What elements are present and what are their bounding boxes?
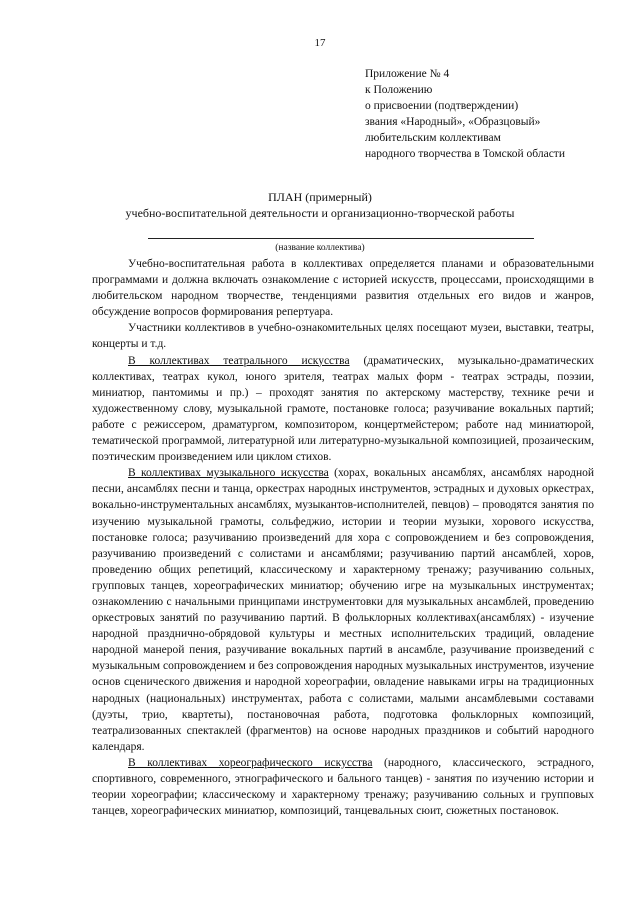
paragraph-dance-text: (народного, классического, эстрадного, спортивного, современного, этнографического и бального танцев) - занятия по изучению истории и теории хореографии; классическому и характерному тренажу; разучиванию сольных и групповых танцев, хореографических миниатюр, композиций, танцевальных сюит, сюжетных постановок. <box>92 756 594 818</box>
appendix-line: о присвоении (подтверждении) <box>365 100 519 112</box>
paragraph-visits: Участники коллективов в учебно-ознакомительных целях посещают музеи, выставки, театры, концерты и т.д. <box>92 322 594 351</box>
paragraph-theatre-heading: В коллективах театрального искусства <box>128 354 350 367</box>
paragraph-dance-heading: В коллективах хореографического искусства <box>128 756 373 769</box>
page-number: 17 <box>314 37 326 49</box>
paragraph-intro: Учебно-воспитательная работа в коллективах определяется планами и образовательными программами и должна включать ознакомление с историей искусств, процессами, происходящими в любительском народном творчестве, тенденциями развития отдельных его видов и жанров, обсуждение вопросов формирования репертуара. <box>92 258 594 319</box>
document-title <box>0 189 640 221</box>
appendix-line: Приложение № 4 <box>365 68 450 80</box>
collective-name-blank-line <box>148 238 534 239</box>
title-line-plan: ПЛАН (примерный) <box>268 190 372 204</box>
paragraph-music-heading: В коллективах музыкального искусства <box>128 467 329 480</box>
appendix-line: любительским коллективам <box>365 132 501 144</box>
title-line-subject: учебно-воспитательной деятельности и организационно-творческой работы <box>125 206 515 220</box>
document-body <box>92 256 594 819</box>
appendix-line: народного творчества в Томской области <box>365 148 565 160</box>
paragraph-music-text: (хорах, вокальных ансамблях, ансамблях народной песни, ансамблях песни и танца, оркестрах народных инструментов, эстрадных и духовых оркестрах, вокально-инструментальных ансамблях, музыкантов-исполнителей, певцов) – проводятся занятия по изучению музыкальной грамоты, сольфеджио, истории и теории музыки, хорового искусства, постановке голоса; разучиванию произведений для хора с сопровождением и без сопровождения, разучиванию произведений с солистами и ансамблями; разучиванию партий ансамблей, хоров, проведению общих репетиций, классическому и характерному тренажу; разучиванию сольных, групповых танцев, хореографических миниатюр; обучению игре на музыкальных инструментах; ознакомлению с начальными принципами инструментовки для музыкальных ансамблей, проведению оркестровых занятий по разучиванию партий. В фольклорных коллективах(ансамблях) - изучение народной празднично-обрядовой культуры и местных исполнительских традиций, овладение народной манерой пения, разучивание вокальных партий в ансамбле, разучивание произведений с музыкальным сопровождением и без сопровождения народных музыкальных инструментов, изучение основ сценического движения и народной хореографии, овладение навыками игры на традиционных народных (национальных) инструментах, работа с солистами, малыми ансамблевыми составами (дуэты, трио, квартеты), постановочная работа, подготовка фольклорных композиций, театрализованных спектаклей (фрагментов) на основе народных праздников и событий народного календаря. <box>92 467 595 753</box>
paragraph-theatre <box>92 353 594 466</box>
appendix-reference-block <box>365 66 565 162</box>
appendix-line: к Положению <box>365 84 433 96</box>
collective-name-caption: (название коллектива) <box>275 243 365 253</box>
paragraph-theatre-text: (драматических, музыкально-драматических коллективах, театрах кукол, юного зрителя, театрах малых форм - театрах эстрады, поэзии, миниатюр, пантомимы и пр.) – проходят занятия по актерскому мастерству, технике речи и художественному слову, музыкальной грамоте, постановке голоса; разучивание вокальных партий; работе с режиссером, драматургом, композитором, концертмейстером; работе над миниатюрой, тематической программой, литературной или литературно-музыкальной композицией, прозаическим, поэтическим произведением или циклом стихов. <box>92 354 594 464</box>
appendix-line: звания «Народный», «Образцовый» <box>365 116 541 128</box>
paragraph-dance <box>92 755 594 819</box>
paragraph-music <box>92 465 594 755</box>
